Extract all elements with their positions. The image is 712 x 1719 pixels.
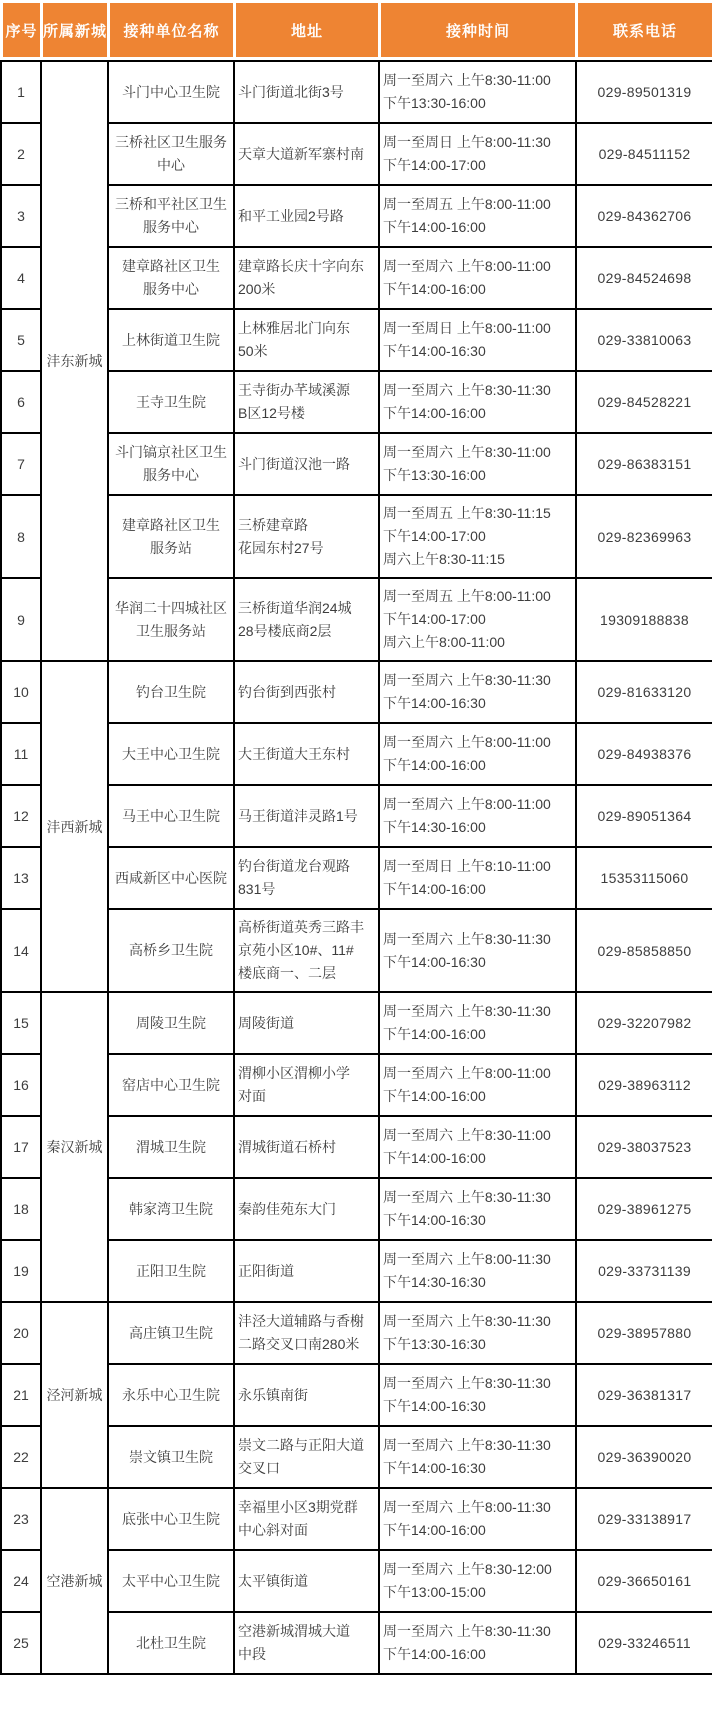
text-line: 周一至周六 上午8:30-11:30 <box>383 1375 551 1391</box>
address-cell <box>234 309 379 371</box>
phone-cell: 029-86383151 <box>576 433 712 495</box>
text-line: 200米 <box>238 281 276 297</box>
text-line: 三桥社区卫生服务 <box>115 134 227 150</box>
time-cell <box>379 495 576 578</box>
text-line: 下午14:00-16:00 <box>383 757 486 773</box>
text-line: 周一至周六 上午8:30-11:30 <box>383 930 551 947</box>
address-cell <box>234 1364 379 1426</box>
text-line: 永乐镇南街 <box>238 1386 308 1403</box>
phone-cell: 029-38957880 <box>576 1302 712 1364</box>
text-line: 秦韵佳苑东大门 <box>238 1200 336 1217</box>
text-line: 周一至周五 上午8:00-11:00 <box>383 588 551 604</box>
address-cell <box>234 723 379 785</box>
table-row <box>1 1240 712 1302</box>
unit-name-cell <box>108 1488 234 1550</box>
phone-cell: 029-82369963 <box>576 495 712 578</box>
text-line: 28号楼底商2层 <box>238 622 332 639</box>
text-line: 三桥和平社区卫生 <box>115 196 227 212</box>
text-line: 周一至周五 上午8:00-11:00 <box>383 196 551 212</box>
address-cell <box>234 185 379 247</box>
unit-name-cell <box>108 1240 234 1302</box>
text-line: 下午14:00-16:00 <box>383 405 486 421</box>
table-row <box>1 1550 712 1612</box>
text-line: 交叉口 <box>238 1460 280 1476</box>
text-line: 下午14:00-16:00 <box>383 219 486 235</box>
text-line: 马王街道沣灵路1号 <box>238 807 358 824</box>
text-line: 831号 <box>238 881 276 897</box>
text-line: 崇文镇卫生院 <box>129 1448 213 1465</box>
text-line: 建章路社区卫生 <box>122 258 220 274</box>
address-cell <box>234 847 379 909</box>
table-row <box>1 1488 712 1550</box>
text-line: 永乐中心卫生院 <box>122 1386 220 1403</box>
text-line: 中心 <box>157 157 185 173</box>
header-cell-time: 接种时间 <box>380 2 577 59</box>
table-row <box>1 433 712 495</box>
address-cell <box>234 1178 379 1240</box>
unit-name-cell <box>108 1054 234 1116</box>
text-line: 楼底商一、二层 <box>238 965 336 981</box>
time-cell <box>379 433 576 495</box>
phone-cell: 029-89051364 <box>576 785 712 847</box>
time-cell <box>379 1116 576 1178</box>
row-number-cell: 6 <box>1 371 41 433</box>
table-row <box>1 1054 712 1116</box>
address-cell <box>234 1488 379 1550</box>
table-row <box>1 371 712 433</box>
phone-cell: 029-33810063 <box>576 309 712 371</box>
unit-name-cell <box>108 723 234 785</box>
row-number-cell: 5 <box>1 309 41 371</box>
time-cell <box>379 1426 576 1488</box>
text-line: 高桥街道英秀三路丰 <box>238 919 364 935</box>
phone-cell: 029-84511152 <box>576 123 712 185</box>
text-line: 周一至周六 上午8:30-11:00 <box>383 444 551 460</box>
text-line: 建章路长庆十字向东 <box>238 258 364 274</box>
row-number-cell: 15 <box>1 992 41 1054</box>
time-cell <box>379 578 576 661</box>
text-line: 王寺街办芊域溪源 <box>238 382 350 398</box>
text-line: 下午14:00-17:00 <box>383 528 486 544</box>
district-cell: 沣西新城 <box>41 661 108 992</box>
unit-name-cell <box>108 1302 234 1364</box>
text-line: 斗门中心卫生院 <box>122 83 220 100</box>
text-line: 服务中心 <box>143 281 199 297</box>
text-line: 和平工业园2号路 <box>238 207 344 224</box>
text-line: 三桥建章路 <box>238 516 308 533</box>
time-cell <box>379 247 576 309</box>
text-line: 王寺卫生院 <box>136 393 206 410</box>
time-cell <box>379 661 576 723</box>
text-line: 周一至周六 上午8:00-11:00 <box>383 734 551 750</box>
phone-cell: 15353115060 <box>576 847 712 909</box>
time-cell <box>379 992 576 1054</box>
text-line: 周一至周六 上午8:30-11:00 <box>383 72 551 88</box>
table-row <box>1 723 712 785</box>
phone-cell: 029-38963112 <box>576 1054 712 1116</box>
address-cell <box>234 123 379 185</box>
table-row <box>1 1612 712 1674</box>
address-cell <box>234 909 379 992</box>
table-row <box>1 1178 712 1240</box>
text-line: 沣泾大道辅路与香榭 <box>238 1313 364 1329</box>
text-line: 周六上午8:00-11:00 <box>383 634 505 650</box>
time-cell <box>379 185 576 247</box>
table-row <box>1 1364 712 1426</box>
text-line: 下午14:00-17:00 <box>383 157 486 173</box>
text-line: 天章大道新军寨村南 <box>238 145 364 162</box>
phone-cell: 029-84362706 <box>576 185 712 247</box>
text-line: 周一至周日 上午8:00-11:30 <box>383 134 551 150</box>
phone-cell: 029-36381317 <box>576 1364 712 1426</box>
text-line: 太平镇街道 <box>238 1572 308 1589</box>
text-line: 周一至周六 上午8:30-11:30 <box>383 1003 551 1019</box>
text-line: 50米 <box>238 343 268 359</box>
table-row <box>1 185 712 247</box>
address-cell <box>234 1612 379 1674</box>
row-number-cell: 18 <box>1 1178 41 1240</box>
header-cell-unit: 接种单位名称 <box>109 2 235 59</box>
text-line: 周陵卫生院 <box>136 1014 206 1031</box>
address-cell <box>234 247 379 309</box>
text-line: 下午13:30-16:30 <box>383 1336 486 1352</box>
district-cell: 空港新城 <box>41 1488 108 1674</box>
text-line: 斗门街道北街3号 <box>238 83 344 100</box>
text-line: 下午14:00-16:00 <box>383 1150 486 1166</box>
header-row <box>2 2 712 59</box>
text-line: 中段 <box>238 1646 266 1662</box>
address-cell <box>234 371 379 433</box>
text-line: 下午14:00-16:30 <box>383 953 486 970</box>
text-line: 华润二十四城社区 <box>115 599 227 616</box>
table-row <box>1 578 712 661</box>
time-cell <box>379 1550 576 1612</box>
text-line: 周一至周六 上午8:30-11:30 <box>383 1189 551 1205</box>
unit-name-cell <box>108 247 234 309</box>
text-line: 周一至周六 上午8:00-11:30 <box>383 1499 551 1515</box>
text-line: 太平中心卫生院 <box>122 1572 220 1589</box>
text-line: 下午13:00-15:00 <box>383 1584 486 1600</box>
unit-name-cell <box>108 371 234 433</box>
row-number-cell: 20 <box>1 1302 41 1364</box>
text-line: 窑店中心卫生院 <box>122 1076 220 1093</box>
text-line: 二路交叉口南280米 <box>238 1336 360 1352</box>
row-number-cell: 8 <box>1 495 41 578</box>
table-row <box>1 495 712 578</box>
text-line: 下午14:30-16:00 <box>383 819 486 835</box>
unit-name-cell <box>108 1364 234 1426</box>
time-cell <box>379 1240 576 1302</box>
row-number-cell: 22 <box>1 1426 41 1488</box>
text-line: 下午14:00-16:30 <box>383 1212 486 1228</box>
text-line: 钓台街到西张村 <box>238 683 336 700</box>
text-line: 渭柳小区渭柳小学 <box>238 1065 350 1081</box>
text-line: 下午13:30-16:00 <box>383 95 486 111</box>
row-number-cell: 12 <box>1 785 41 847</box>
unit-name-cell <box>108 578 234 661</box>
text-line: 三桥街道华润24城 <box>238 599 352 616</box>
time-cell <box>379 1364 576 1426</box>
text-line: 周一至周六 上午8:30-11:30 <box>383 1437 551 1453</box>
text-line: 崇文二路与正阳大道 <box>238 1437 364 1453</box>
phone-cell: 029-85858850 <box>576 909 712 992</box>
text-line: 服务站 <box>150 539 192 556</box>
text-line: 周一至周六 上午8:30-11:30 <box>383 1623 551 1639</box>
phone-cell: 029-33246511 <box>576 1612 712 1674</box>
text-line: 正阳卫生院 <box>136 1262 206 1279</box>
row-number-cell: 13 <box>1 847 41 909</box>
table-row <box>1 992 712 1054</box>
unit-name-cell <box>108 1550 234 1612</box>
row-number-cell: 24 <box>1 1550 41 1612</box>
phone-cell: 029-81633120 <box>576 661 712 723</box>
district-cell: 泾河新城 <box>41 1302 108 1488</box>
address-cell <box>234 1240 379 1302</box>
row-number-cell: 25 <box>1 1612 41 1674</box>
time-cell <box>379 1178 576 1240</box>
header-cell-address: 地址 <box>235 2 380 59</box>
phone-cell: 029-33138917 <box>576 1488 712 1550</box>
row-number-cell: 9 <box>1 578 41 661</box>
row-number-cell: 23 <box>1 1488 41 1550</box>
text-line: 周陵街道 <box>238 1014 294 1031</box>
text-line: 周一至周六 上午8:30-12:00 <box>383 1561 552 1577</box>
text-line: 正阳街道 <box>238 1262 294 1279</box>
text-line: 周一至周五 上午8:30-11:15 <box>383 505 551 521</box>
time-cell <box>379 1488 576 1550</box>
address-cell <box>234 1426 379 1488</box>
phone-cell: 029-36650161 <box>576 1550 712 1612</box>
row-number-cell: 16 <box>1 1054 41 1116</box>
text-line: 韩家湾卫生院 <box>129 1200 213 1217</box>
text-line: 马王中心卫生院 <box>122 807 220 824</box>
address-cell <box>234 992 379 1054</box>
text-line: 周六上午8:30-11:15 <box>383 551 505 567</box>
text-line: 高庄镇卫生院 <box>129 1324 213 1341</box>
text-line: 渭城街道石桥村 <box>238 1138 336 1155</box>
text-line: 高桥乡卫生院 <box>129 942 213 958</box>
text-line: 幸福里小区3期党群 <box>238 1499 358 1515</box>
unit-name-cell <box>108 61 234 123</box>
unit-name-cell <box>108 1426 234 1488</box>
text-line: 周一至周六 上午8:30-11:30 <box>383 672 551 688</box>
row-number-cell: 4 <box>1 247 41 309</box>
row-number-cell: 19 <box>1 1240 41 1302</box>
table-row <box>1 909 712 992</box>
address-cell <box>234 785 379 847</box>
unit-name-cell <box>108 309 234 371</box>
text-line: 建章路社区卫生 <box>122 516 220 533</box>
text-line: 西咸新区中心医院 <box>115 869 227 886</box>
unit-name-cell <box>108 992 234 1054</box>
address-cell <box>234 61 379 123</box>
time-cell <box>379 847 576 909</box>
row-number-cell: 1 <box>1 61 41 123</box>
header-cell-phone: 联系电话 <box>577 2 712 59</box>
table-row <box>1 123 712 185</box>
text-line: 上林雅居北门向东 <box>238 320 350 336</box>
text-line: 下午14:00-16:00 <box>383 1646 486 1662</box>
header-cell-no: 序号 <box>2 2 42 59</box>
unit-name-cell <box>108 1612 234 1674</box>
text-line: 服务中心 <box>143 219 199 235</box>
table-row <box>1 1302 712 1364</box>
time-cell <box>379 123 576 185</box>
unit-name-cell <box>108 1178 234 1240</box>
text-line: 卫生服务站 <box>136 622 206 639</box>
unit-name-cell <box>108 433 234 495</box>
time-cell <box>379 1054 576 1116</box>
time-cell <box>379 1612 576 1674</box>
row-number-cell: 11 <box>1 723 41 785</box>
time-cell <box>379 61 576 123</box>
table-row <box>1 847 712 909</box>
header-cell-district: 所属新城 <box>42 2 109 59</box>
text-line: 钓台卫生院 <box>136 683 206 700</box>
table-header <box>0 0 712 60</box>
text-line: 下午14:00-16:30 <box>383 695 486 711</box>
address-cell <box>234 495 379 578</box>
table-body <box>1 61 712 1674</box>
text-line: 京苑小区10#、11# <box>238 942 354 958</box>
unit-name-cell <box>108 909 234 992</box>
text-line: 渭城卫生院 <box>136 1138 206 1155</box>
text-line: 下午14:00-16:30 <box>383 343 486 359</box>
address-cell <box>234 433 379 495</box>
table-row <box>1 1116 712 1178</box>
text-line: B区12号楼 <box>238 405 305 421</box>
text-line: 下午14:00-16:00 <box>383 1088 486 1104</box>
unit-name-cell <box>108 1116 234 1178</box>
table-row <box>1 247 712 309</box>
unit-name-cell <box>108 185 234 247</box>
unit-name-cell <box>108 123 234 185</box>
row-number-cell: 14 <box>1 909 41 992</box>
table-row <box>1 785 712 847</box>
row-number-cell: 10 <box>1 661 41 723</box>
text-line: 下午14:00-16:00 <box>383 1522 486 1538</box>
text-line: 周一至周六 上午8:00-11:00 <box>383 258 551 274</box>
text-line: 下午14:00-16:00 <box>383 281 486 297</box>
phone-cell: 029-32207982 <box>576 992 712 1054</box>
text-line: 周一至周六 上午8:00-11:30 <box>383 1251 551 1267</box>
table-row <box>1 61 712 123</box>
phone-cell: 029-84528221 <box>576 371 712 433</box>
address-cell <box>234 1054 379 1116</box>
phone-cell: 19309188838 <box>576 578 712 661</box>
unit-name-cell <box>108 495 234 578</box>
text-line: 上林街道卫生院 <box>122 331 220 348</box>
table-row <box>1 309 712 371</box>
time-cell <box>379 1302 576 1364</box>
phone-cell: 029-38961275 <box>576 1178 712 1240</box>
time-cell <box>379 785 576 847</box>
time-cell <box>379 371 576 433</box>
text-line: 中心斜对面 <box>238 1522 308 1538</box>
time-cell <box>379 723 576 785</box>
address-cell <box>234 1302 379 1364</box>
text-line: 大王中心卫生院 <box>122 745 220 762</box>
text-line: 对面 <box>238 1088 266 1104</box>
text-line: 周一至周六 上午8:30-11:30 <box>383 1313 551 1329</box>
text-line: 北杜卫生院 <box>136 1634 206 1651</box>
text-line: 下午14:00-16:00 <box>383 1026 486 1042</box>
text-line: 下午14:00-16:30 <box>383 1460 486 1476</box>
row-number-cell: 3 <box>1 185 41 247</box>
district-cell: 秦汉新城 <box>41 992 108 1302</box>
text-line: 服务中心 <box>143 467 199 483</box>
text-line: 底张中心卫生院 <box>122 1510 220 1527</box>
vaccination-table <box>0 60 712 1675</box>
text-line: 周一至周六 上午8:00-11:00 <box>383 1065 551 1081</box>
text-line: 周一至周六 上午8:30-11:00 <box>383 1127 551 1143</box>
address-cell <box>234 1550 379 1612</box>
text-line: 钓台街道龙台观路 <box>238 858 350 874</box>
phone-cell: 029-33731139 <box>576 1240 712 1302</box>
district-cell: 沣东新城 <box>41 61 108 661</box>
text-line: 大王街道大王东村 <box>238 745 350 762</box>
address-cell <box>234 1116 379 1178</box>
text-line: 斗门街道汉池一路 <box>238 455 350 472</box>
text-line: 花园东村27号 <box>238 539 324 556</box>
table-row <box>1 1426 712 1488</box>
text-line: 下午14:00-16:30 <box>383 1398 486 1414</box>
unit-name-cell <box>108 661 234 723</box>
phone-cell: 029-84938376 <box>576 723 712 785</box>
text-line: 下午13:30-16:00 <box>383 467 486 483</box>
row-number-cell: 17 <box>1 1116 41 1178</box>
text-line: 下午14:00-16:00 <box>383 881 486 897</box>
text-line: 周一至周日 上午8:10-11:00 <box>383 858 551 874</box>
phone-cell: 029-38037523 <box>576 1116 712 1178</box>
phone-cell: 029-84524698 <box>576 247 712 309</box>
text-line: 下午14:30-16:30 <box>383 1274 486 1290</box>
text-line: 周一至周六 上午8:00-11:00 <box>383 796 551 812</box>
phone-cell: 029-89501319 <box>576 61 712 123</box>
row-number-cell: 7 <box>1 433 41 495</box>
unit-name-cell <box>108 847 234 909</box>
text-line: 斗门镐京社区卫生 <box>115 444 227 460</box>
phone-cell: 029-36390020 <box>576 1426 712 1488</box>
text-line: 空港新城渭城大道 <box>238 1623 350 1639</box>
row-number-cell: 2 <box>1 123 41 185</box>
row-number-cell: 21 <box>1 1364 41 1426</box>
time-cell <box>379 309 576 371</box>
address-cell <box>234 578 379 661</box>
unit-name-cell <box>108 785 234 847</box>
text-line: 周一至周六 上午8:30-11:30 <box>383 382 551 398</box>
text-line: 下午14:00-17:00 <box>383 611 486 627</box>
table-row <box>1 661 712 723</box>
text-line: 周一至周日 上午8:00-11:00 <box>383 320 551 336</box>
time-cell <box>379 909 576 992</box>
address-cell <box>234 661 379 723</box>
